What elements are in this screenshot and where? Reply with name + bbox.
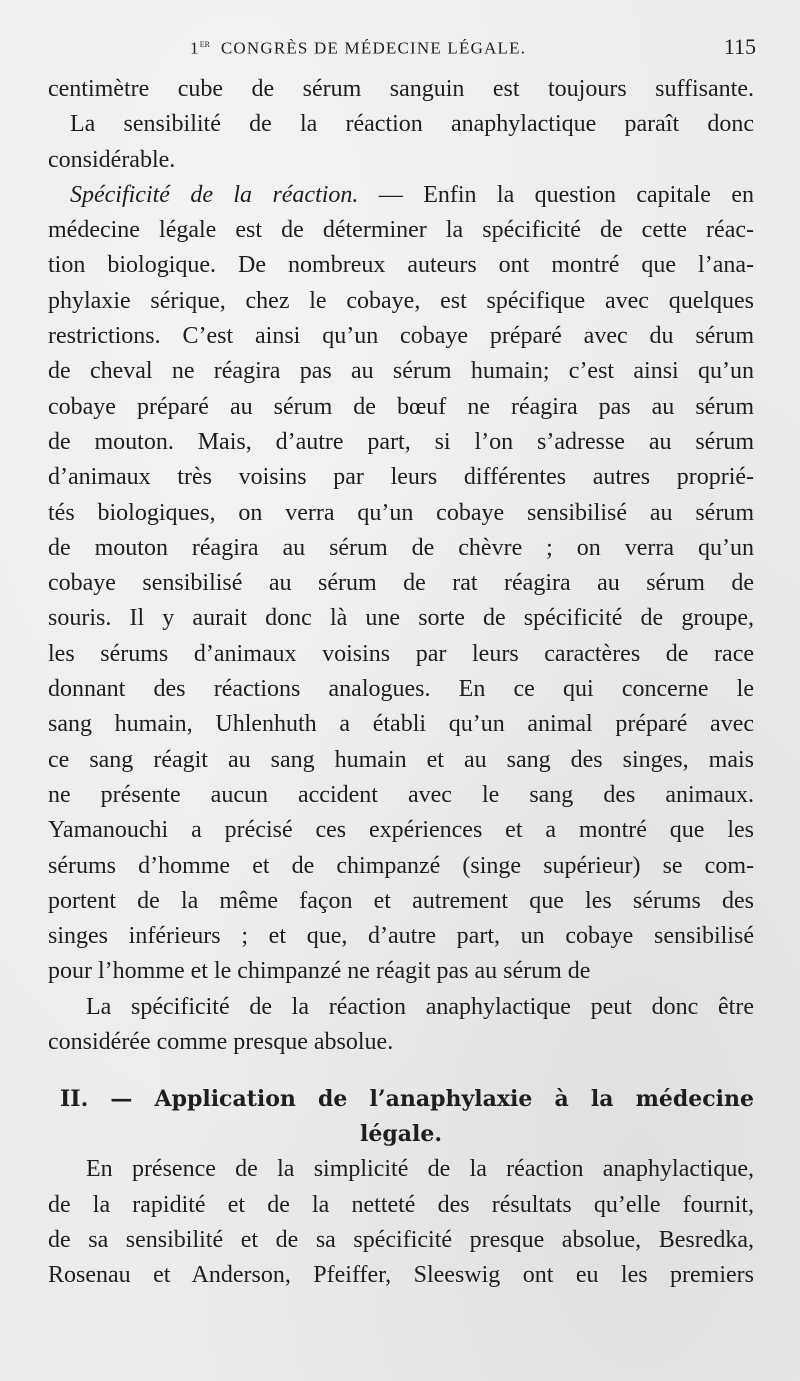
text-line: La sensibilité de la réaction anaphylactique paraît donc [70,111,754,138]
text-line: tés biologiques, on verra qu’un cobaye sensibilisé au sérum [48,499,754,526]
running-head-title: CONGRÈS DE MÉDECINE LÉGALE. [220,38,527,58]
text-line [48,178,754,213]
text-line: tion biologique. De nombreux auteurs ont montré que l’ana- [48,252,754,279]
text-line: Yamanouchi a précisé ces expériences et a montré que les [48,817,754,844]
text-line: donnant des réactions analogues. En ce qui concerne le [48,676,754,703]
text-line: considérée comme presque absolue. [48,1029,394,1056]
text-line: de mouton réagira au sérum de chèvre ; on verra qu’un [48,534,754,561]
text-line: restrictions. C’est ainsi qu’un cobaye préparé avec du sérum [48,323,754,350]
text-line: En présence de la simplicité de la réaction anaphylactique, [86,1156,754,1183]
text-line: portent de la même façon et autrement que les sérums des [48,887,754,914]
subsection-title: Spécificité de la réaction. [70,181,359,208]
text-line: d’animaux très voisins par leurs différentes autres proprié- [48,464,754,491]
text-line: sang humain, Uhlenhuth a établi qu’un animal préparé avec [48,711,754,738]
text-line: singes inférieurs ; et que, d’autre part, un cobaye sensibilisé [48,923,754,950]
text-line: médecine légale est de déterminer la spécificité de cette réac- [48,217,754,244]
text-line: de mouton. Mais, d’autre part, si l’on s’adresse au sérum [48,428,754,455]
text-line: La spécificité de la réaction anaphylactique peut donc être [86,993,754,1020]
text-run: — Enfin la question capitale en [358,181,754,208]
running-head-ordinal-suffix: er [199,38,210,50]
section-heading-continued: légale. [359,1121,442,1148]
text-block [48,72,754,1294]
page-header [190,34,760,68]
text-line: cobaye sensibilisé au sérum de rat réagira au sérum de [48,570,754,597]
section-heading: II. — Application de l’anaphylaxie à la médecine [60,1086,754,1113]
text-line: Rosenau et Anderson, Pfeiffer, Sleeswig ont eu les premiers [48,1262,754,1289]
text-line: considérable. [48,146,176,173]
text-line: pour l’homme et le chimpanzé ne réagit pas au sérum de [48,958,591,985]
running-head-ordinal: 1 [190,38,200,58]
text-line: de sa sensibilité et de sa spécificité presque absolue, Besredka, [48,1226,754,1253]
text-line: centimètre cube de sérum sanguin est toujours suffisante. [48,76,754,102]
text-line: phylaxie sérique, chez le cobaye, est spécifique avec quelques [48,287,754,314]
running-head [190,38,526,59]
text-line: ce sang réagit au sang humain et au sang des singes, mais [48,746,754,773]
text-line: cobaye préparé au sérum de bœuf ne réagira pas au sérum [48,393,754,420]
text-line: de cheval ne réagira pas au sérum humain; c’est ainsi qu’un [48,358,754,385]
text-line: sérums d’homme et de chimpanzé (singe supérieur) se com- [48,852,754,879]
text-line: les sérums d’animaux voisins par leurs caractères de race [48,640,754,667]
page-number: 115 [723,34,756,59]
text-line: ne présente aucun accident avec le sang des animaux. [48,781,754,808]
section-spacer [48,1060,754,1082]
text-line: de la rapidité et de la netteté des résultats qu’elle fournit, [48,1191,754,1218]
text-line: souris. Il y aurait donc là une sorte de spécificité de groupe, [48,605,754,632]
